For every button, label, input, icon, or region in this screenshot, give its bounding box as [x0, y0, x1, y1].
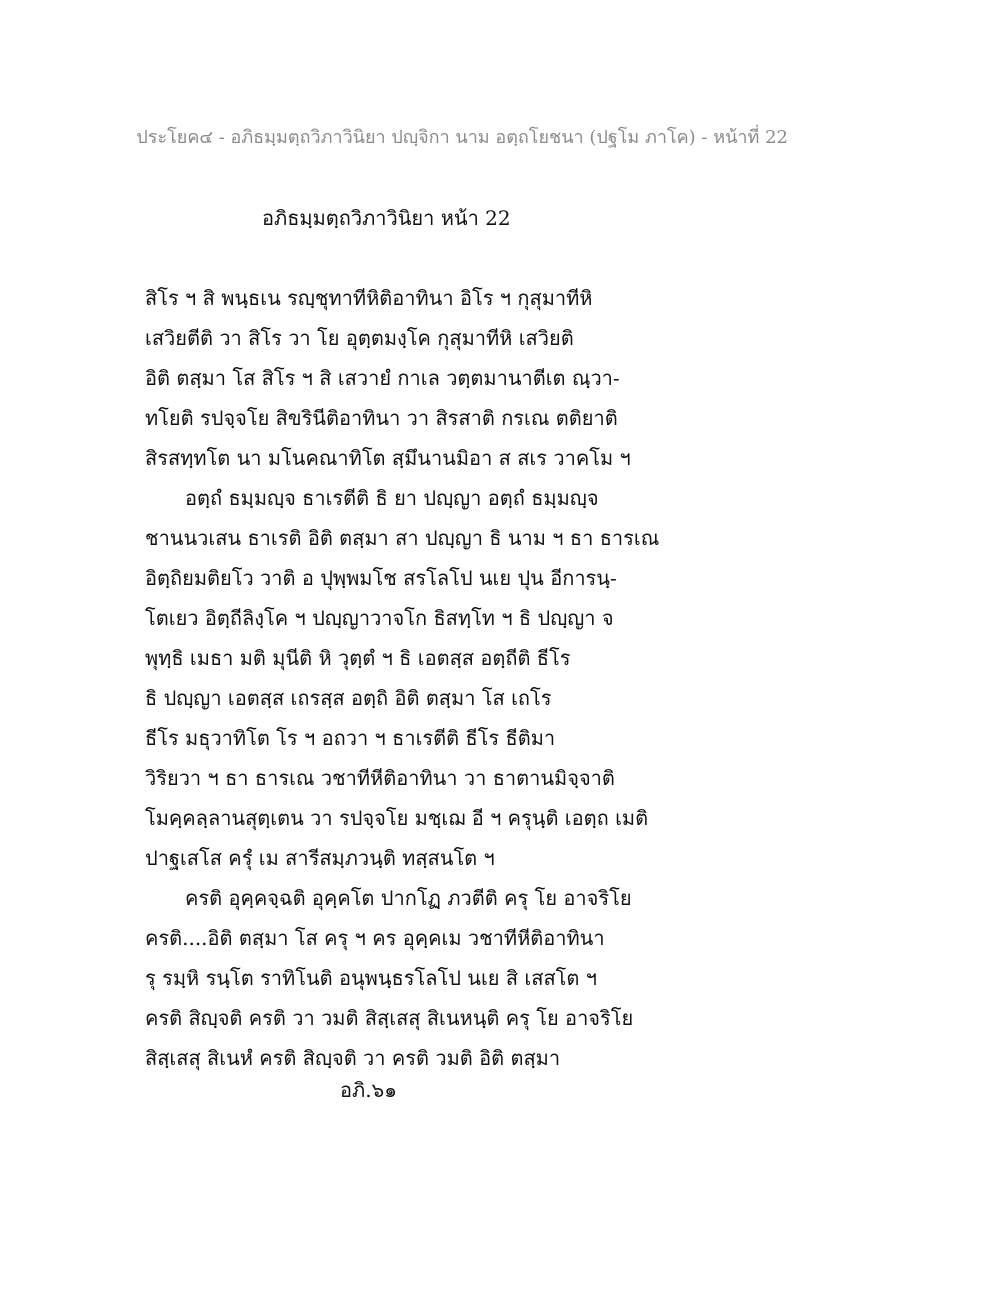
text-line: ธิ ปญฺญา เอตสฺส เถรสฺส อตฺถิ อิติ ตสฺมา โส เถโร	[145, 686, 552, 710]
text-line: โมคฺคลฺลานสุตฺเตน วา รปจฺจโย มชฺเฌ อี ฯ ครุนฺติ เอตฺถ เมติ	[145, 806, 649, 830]
running-header: ประโยค๔ - อภิธมฺมตฺถวิภาวินิยา ปญฺจิกา นาม อตฺถโยชนา (ปฐโม ภาโค) - หน้าที่ 22	[136, 127, 788, 148]
body-text	[145, 278, 705, 1078]
text-line: อิติ ตสฺมา โส สิโร ฯ สิ เสวายํ กาเล วตฺตมานาตีเต ณฺวา-	[145, 366, 620, 390]
text-line: สิรสทฺทโต นา มโนคณาทิโต สฺมึนานมิอา ส สเร วาคโม ฯ	[145, 446, 631, 470]
text-line: สิโร ฯ สิ พนฺธเน รญฺชุทาทีหิติอาทินา อิโร ฯ กุสุมาทีหิ	[145, 286, 593, 310]
text-line: อิตฺถิยมติยโว วาติ อ ปุพฺพมโช สรโลโป นเย ปุน อีการนฺ-	[145, 566, 617, 590]
text-line: สิสฺเสสุ สิเนหํ ครติ สิญฺจติ วา ครติ วมติ อิติ ตสฺมา	[145, 1046, 561, 1070]
text-line: พุทฺธิ เมธา มติ มุนีติ หิ วุตฺตํ ฯ ธิ เอตสฺส อตฺถีติ ธีโร	[145, 646, 571, 670]
paragraph-first-line: ครติ อุคฺคจฺฉติ อุคฺคโต ปากโฏ ภวตีติ ครุ โย อาจริโย	[185, 886, 632, 910]
page-marker: อภิ.๖๑	[340, 1078, 397, 1102]
text-line: โตเยว อิตฺถีลิงฺโค ฯ ปญฺญาวาจโก ธิสทฺโท ฯ ธิ ปญฺญา จ	[145, 606, 614, 630]
text-line: รุ รมฺหิ รนฺโต ราทิโนติ อนุพนฺธรโลโป นเย สิ เสสโต ฯ	[145, 966, 597, 990]
text-line: เสวิยตีติ วา สิโร วา โย อุตฺตมงฺโค กุสุมาทีหิ เสวิยติ	[145, 326, 574, 350]
text-line: ทโยติ รปจฺจโย สิขรินีติอาทินา วา สิรสาติ กรเณ ตติยาติ	[145, 406, 618, 430]
text-line: ครติ สิญฺจติ ครติ วา วมติ สิสฺเสสุ สิเนหนฺติ ครุ โย อาจริโย	[145, 1006, 634, 1030]
text-line: ชานนวเสน ธาเรติ อิติ ตสฺมา สา ปญฺญา ธิ นาม ฯ ธา ธารเณ	[145, 526, 660, 550]
text-line: วิริยวา ฯ ธา ธารเณ วชาทีหีติอาทินา วา ธาตานมิจฺจาติ	[145, 766, 615, 790]
text-line: ธีโร มธุวาทิโต โร ฯ อถวา ฯ ธาเรตีติ ธีโร ธีติมา	[145, 726, 556, 750]
text-line: ปาฐเสโส ครุํ เม สารีสมฺภวนฺติ ทสฺสนโต ฯ	[145, 846, 495, 870]
paragraph-first-line: อตฺถํ ธมฺมญฺจ ธาเรตีติ ธิ ยา ปญฺญา อตฺถํ ธมฺมญฺจ	[185, 486, 599, 510]
text-line: ครติ....อิติ ตสฺมา โส ครุ ฯ คร อุคฺคเม วชาทีหีติอาทินา	[145, 926, 605, 950]
section-title: อภิธมฺมตฺถวิภาวินิยา หน้า 22	[262, 206, 511, 230]
